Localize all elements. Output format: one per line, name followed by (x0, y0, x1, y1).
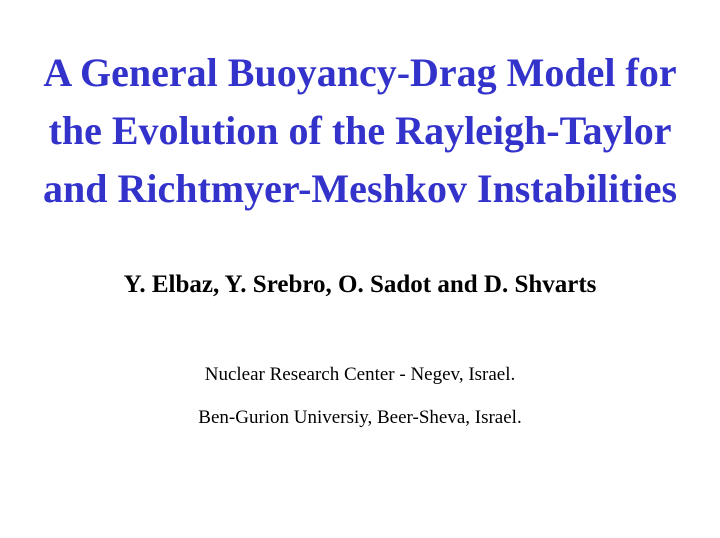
author-list: Y. Elbaz, Y. Srebro, O. Sadot and D. Shvarts (123, 271, 597, 298)
affiliation-1: Nuclear Research Center - Negev, Israel. (204, 364, 516, 385)
affiliation-list (0, 362, 720, 431)
slide-title (0, 44, 720, 218)
title-line-1: A General Buoyancy-Drag Model for (43, 50, 677, 95)
title-line-2: the Evolution of the Rayleigh-Taylor (48, 108, 672, 153)
title-line-3: and Richtmyer-Meshkov Instabilities (42, 166, 678, 211)
affiliation-2: Ben-Gurion Universiy, Beer-Sheva, Israel. (198, 407, 522, 428)
